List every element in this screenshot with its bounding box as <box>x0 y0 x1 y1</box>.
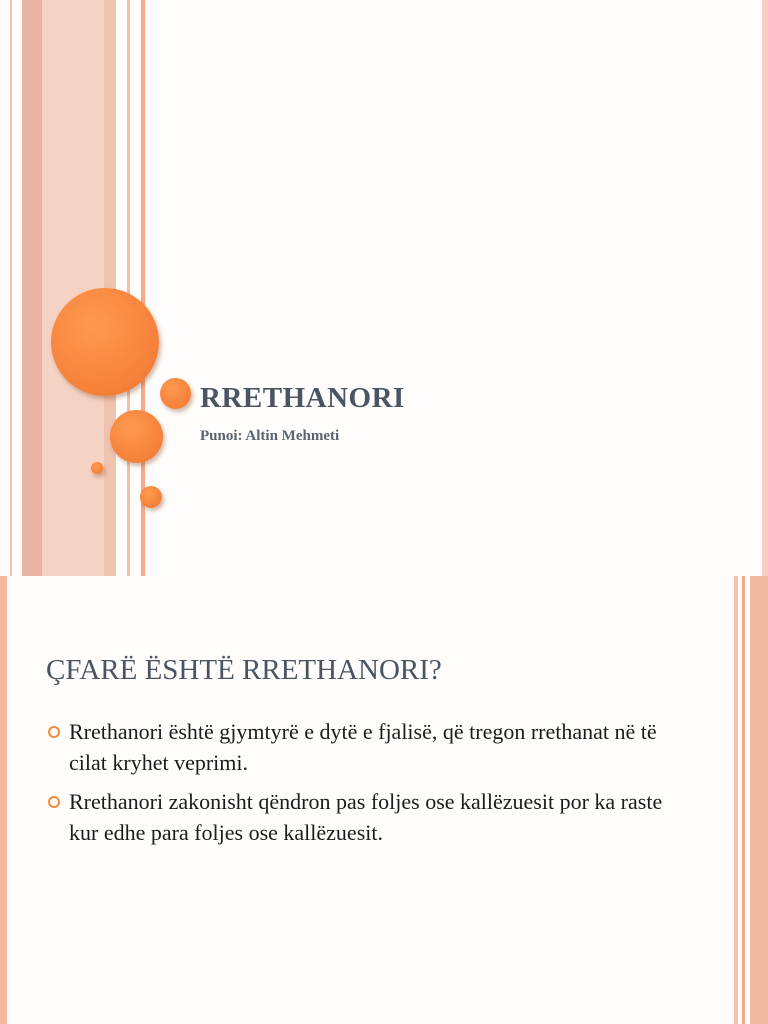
decorative-circle-medium <box>110 410 163 463</box>
hollow-circle-bullet-icon <box>48 796 60 808</box>
decorative-stripe <box>742 576 745 1024</box>
decorative-circle-small <box>160 378 191 409</box>
list-item <box>46 786 686 848</box>
decorative-stripe <box>127 0 130 576</box>
decorative-stripe <box>762 0 768 576</box>
decorative-stripe <box>734 576 738 1024</box>
decorative-stripe <box>22 0 42 576</box>
decorative-circle-large <box>51 288 159 396</box>
list-item <box>46 716 686 778</box>
decorative-stripe <box>10 0 12 576</box>
decorative-circle-tiny <box>91 462 103 474</box>
decorative-stripe <box>750 576 768 1024</box>
content-slide <box>0 576 768 1024</box>
hollow-circle-bullet-icon <box>48 726 60 738</box>
slide-subtitle: Punoi: Altin Mehmeti <box>200 428 340 444</box>
bullet-text: Rrethanori është gjymtyrë e dytë e fjalisë, që tregon rrethanat në të cilat kryhet veprimi. <box>69 719 657 775</box>
decorative-stripe <box>0 576 7 1024</box>
slide-heading: ÇFARË ËSHTË RRETHANORI? <box>46 654 442 686</box>
decorative-circle-small <box>140 486 162 508</box>
bullet-text: Rrethanori zakonisht qëndron pas foljes ose kallëzuesit por ka raste kur edhe para foljes ose kallëzuesit. <box>69 789 663 845</box>
slide-title: RRETHANORI <box>200 382 405 414</box>
bullet-list <box>46 716 686 856</box>
